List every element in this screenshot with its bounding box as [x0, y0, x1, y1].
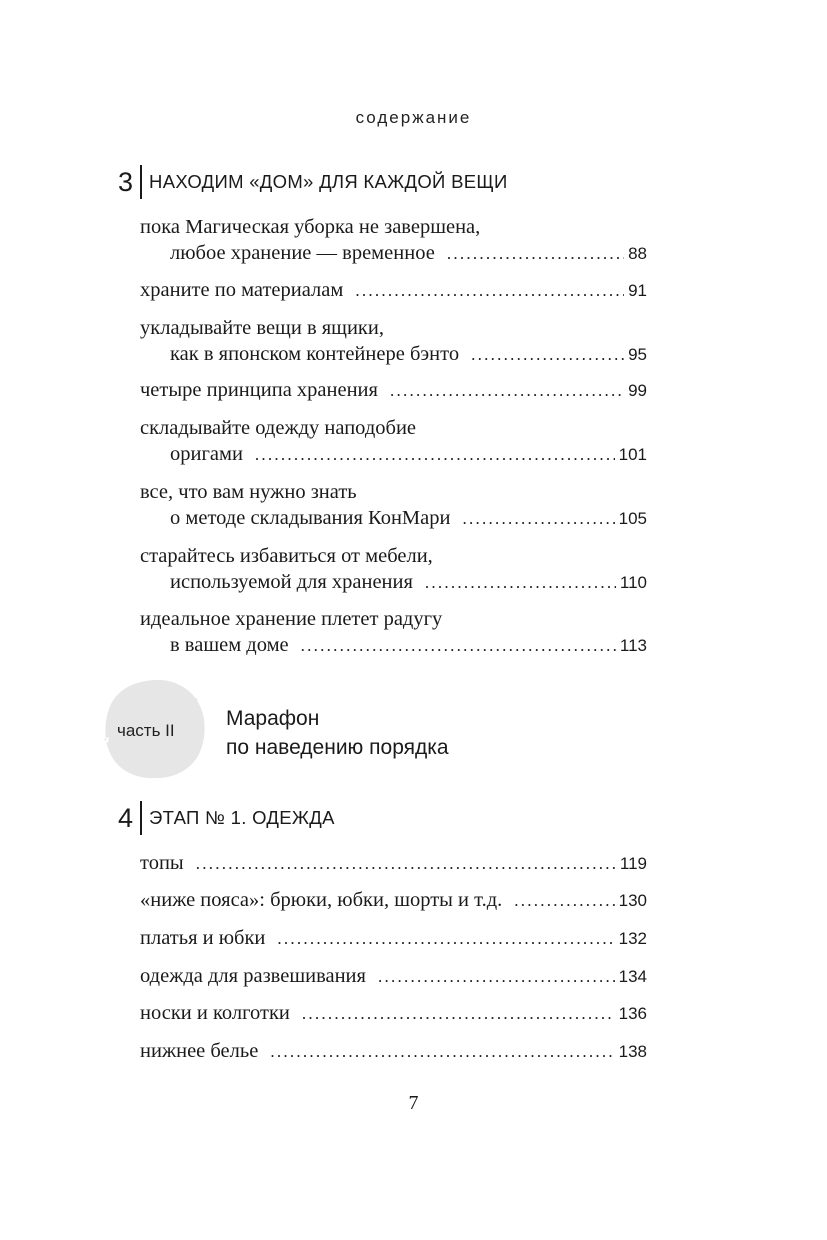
- chapter-number: 3: [118, 165, 142, 199]
- entry-title-line: все, что вам нужно знать: [140, 481, 357, 503]
- page-number: 136: [618, 1004, 647, 1023]
- page-number: 138: [618, 1042, 647, 1061]
- dot-leader: [514, 888, 614, 914]
- dot-leader: [447, 241, 624, 267]
- toc-entry[interactable]: [140, 887, 647, 914]
- page-number-folio: 7: [408, 1092, 419, 1114]
- running-head: содержание: [355, 108, 472, 127]
- entry-title-line: укладывайте вещи в ящики,: [140, 317, 384, 339]
- page-number: 119: [619, 854, 647, 873]
- toc-entry[interactable]: [140, 479, 647, 532]
- page-number: 91: [628, 281, 647, 300]
- entry-title-line: «ниже пояса»: брюки, юбки, шорты и т.д.: [140, 889, 503, 911]
- toc-entry[interactable]: [140, 1038, 647, 1065]
- entry-title-line: о методе складывания КонМари: [170, 507, 451, 529]
- dot-leader: [462, 506, 614, 532]
- part-title-line: Марафон: [226, 707, 320, 730]
- toc-entry[interactable]: [140, 850, 647, 877]
- toc-entry[interactable]: [140, 315, 647, 368]
- dot-leader: [355, 278, 624, 304]
- dot-leader: [196, 851, 616, 877]
- page-number: 113: [619, 636, 647, 655]
- entry-title-line: используемой для хранения: [170, 571, 413, 593]
- entry-title-line: одежда для развешивания: [140, 965, 366, 987]
- page-number: 101: [618, 445, 647, 464]
- dot-leader: [255, 442, 615, 468]
- dot-leader: [378, 964, 615, 990]
- toc-entry[interactable]: [140, 925, 647, 952]
- dot-leader: [390, 378, 624, 404]
- dot-leader: [425, 570, 616, 596]
- toc-entry[interactable]: [140, 1000, 647, 1027]
- toc-entry[interactable]: [140, 415, 647, 468]
- chapter-number: 4: [118, 801, 142, 835]
- toc-entry[interactable]: [140, 963, 647, 990]
- chapter-title: НАХОДИМ «ДОМ» ДЛЯ КАЖДОЙ ВЕЩИ: [149, 171, 508, 192]
- page-number: 95: [628, 345, 647, 364]
- dot-leader: [270, 1039, 614, 1065]
- entry-title-line: любое хранение — временное: [170, 242, 435, 264]
- toc-entry[interactable]: [140, 377, 647, 404]
- entry-title-line: топы: [140, 852, 184, 874]
- entry-title-line: платья и юбки: [140, 927, 266, 949]
- page-number: 132: [618, 929, 647, 948]
- page-number: 110: [619, 573, 647, 592]
- entry-title-line: как в японском контейнере бэнто: [170, 343, 460, 365]
- entry-title-line: оригами: [170, 443, 243, 465]
- entry-title-line: старайтесь избавиться от мебели,: [140, 545, 433, 567]
- toc-entry[interactable]: [140, 543, 647, 596]
- entry-title-line: идеальное хранение плетет радугу: [140, 608, 443, 630]
- page-number: 105: [618, 509, 647, 528]
- dot-leader: [277, 926, 614, 952]
- part-label: часть II: [117, 721, 175, 740]
- dot-leader: [301, 633, 616, 659]
- dot-leader: [471, 342, 624, 368]
- entry-title-line: пока Магическая уборка не завершена,: [140, 216, 481, 238]
- toc-entry[interactable]: [140, 214, 647, 267]
- entry-title-line: носки и колготки: [140, 1002, 290, 1024]
- chapter-title: ЭТАП № 1. ОДЕЖДА: [149, 807, 335, 828]
- page-number: 99: [628, 381, 647, 400]
- chapter-4-heading: [118, 801, 335, 835]
- dot-leader: [302, 1001, 615, 1027]
- page-number: 130: [618, 891, 647, 910]
- part-title: [226, 704, 449, 762]
- page-number: 88: [628, 244, 647, 263]
- entry-title-line: четыре принципа хранения: [140, 379, 378, 401]
- toc-entry[interactable]: [140, 277, 647, 304]
- entry-title-line: в вашем доме: [170, 634, 289, 656]
- entry-title-line: складывайте одежду наподобие: [140, 417, 417, 439]
- toc-entry[interactable]: [140, 606, 647, 659]
- chapter-3-heading: [118, 165, 508, 199]
- part-title-line: по наведению порядка: [226, 736, 449, 759]
- entry-title-line: храните по материалам: [140, 279, 344, 301]
- page-number: 134: [618, 967, 647, 986]
- entry-title-line: нижнее белье: [140, 1040, 259, 1062]
